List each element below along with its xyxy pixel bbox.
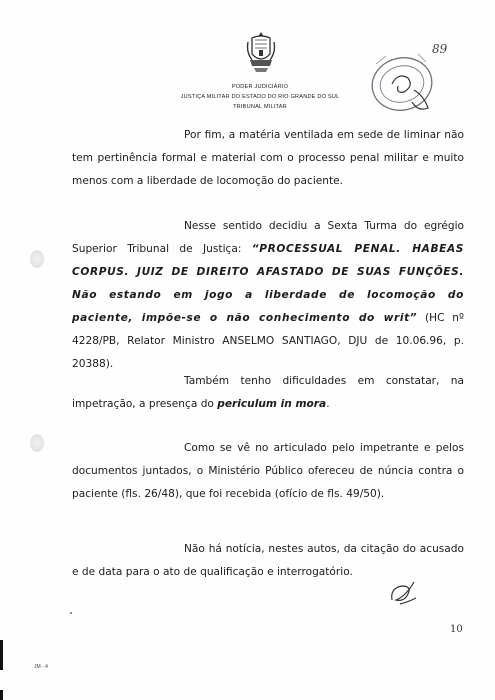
paragraph-text: Não há notícia, nestes autos, da citação do acusado e de data para o ato de qualificação e interrogatório. xyxy=(72,543,464,578)
paragraph xyxy=(72,124,464,193)
header-line-3: TRIBUNAL MILITAR xyxy=(233,104,287,110)
case-reference: (HC nº 4228/PB, Relator Ministro ANSELMO SANTIAGO, DJU de 10.06.96, p. 20388). xyxy=(72,312,464,370)
punch-hole xyxy=(30,434,44,452)
case-quote: “PROCESSUAL PENAL. HABEAS CORPUS. JUIZ DE DIREITO AFASTADO DE SUAS FUNÇÕES. Não estando em jogo a liberdade de locomoção do paciente, impõe-se o não conhecimento do writ” xyxy=(72,243,464,324)
scan-speck xyxy=(70,612,72,614)
page-number: 10 xyxy=(450,624,463,635)
header-line-1: PODER JUDICIÁRIO xyxy=(231,84,289,90)
paragraph-text: Como se vê no articulado pelo impetrante e pelos documentos juntados, o Ministério Público ofereceu de núncia contra o paciente (fls. 26/48), que foi recebida (ofício de fls. 49/50). xyxy=(72,442,464,500)
coat-of-arms-icon xyxy=(246,30,276,74)
paragraph-citation xyxy=(72,215,464,376)
punch-hole xyxy=(30,250,44,268)
scan-edge-mark xyxy=(0,690,3,700)
paragraph-text: Nesse sentido decidiu a Sexta Turma do egrégio Superior Tribunal de Justiça: xyxy=(72,220,464,255)
scan-edge-mark xyxy=(0,640,3,670)
form-code: JM - 4 xyxy=(34,664,48,670)
header-line-2: JUSTIÇA MILITAR DO ESTADO DO RIO GRANDE DO SUL xyxy=(180,94,340,100)
paragraph-end: . xyxy=(326,398,330,410)
latin-term: periculum in mora xyxy=(217,398,327,410)
paragraph xyxy=(72,370,464,416)
stamp-handwritten-number: 89 xyxy=(432,42,448,56)
signature xyxy=(386,578,420,608)
paragraph-text: Também tenho dificuldades em constatar, na impetração, a presença do xyxy=(72,375,464,410)
paragraph-text: Por fim, a matéria ventilada em sede de liminar não tem pertinência formal e material com o processo penal militar e muito menos com a liberdade de locomoção do paciente. xyxy=(72,129,464,187)
paragraph xyxy=(72,437,464,506)
